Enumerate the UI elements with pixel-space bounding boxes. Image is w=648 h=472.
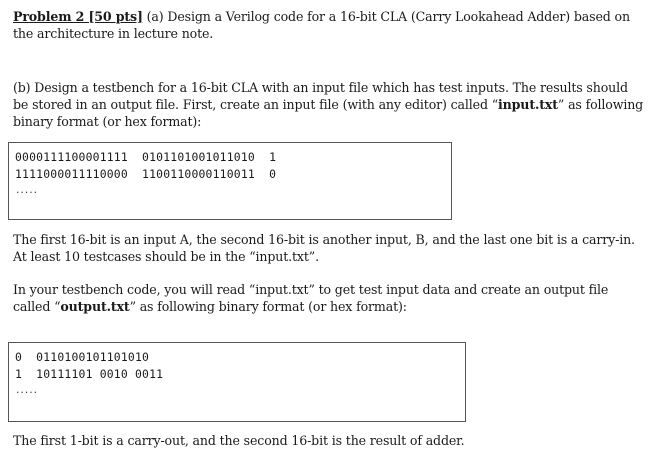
part-b-line-2 — [13, 96, 643, 113]
input-description-line-1: The first 16-bit is an input A, the second 16-bit is another input, B, and the last one bit is a carry-in. — [13, 232, 635, 247]
problem-heading: Problem 2 [50 pts] — [13, 9, 143, 24]
output-line-2: 1 10111101 0010 0011 — [15, 367, 164, 381]
testbench-description-line-1: In your testbench code, you will read “input.txt” to get test input data and create an output file — [13, 282, 609, 297]
part-b-paragraph — [13, 79, 643, 130]
input-filename: input.txt — [498, 97, 558, 112]
part-a-text-line-2: the architecture in lecture note. — [13, 26, 214, 41]
testbench-description-line-2 — [13, 298, 608, 315]
output-description — [13, 432, 465, 449]
testbench-line-2-start: called “ — [13, 299, 61, 314]
output-file-example — [8, 342, 466, 422]
input-line-2: 1111000011110000 1100110000110011 0 — [15, 167, 277, 181]
part-a-text: (a) Design a Verilog code for a 16-bit CLA (Carry Lookahead Adder) based on — [142, 9, 630, 24]
output-ellipsis: ..... — [15, 386, 38, 396]
problem-intro — [13, 8, 630, 42]
input-file-example — [8, 142, 452, 220]
output-description-line-1: The first 1-bit is a carry-out, and the second 16-bit is the result of adder. — [13, 433, 465, 448]
testbench-line-2-end: ” as following binary format (or hex format): — [129, 299, 407, 314]
part-b-line-1: (b) Design a testbench for a 16-bit CLA with an input file which has test inputs. The results should — [13, 80, 628, 95]
part-b-line-2-end: ” as following — [557, 97, 644, 112]
output-line-1: 0 0110100101101010 — [15, 350, 150, 364]
part-b-line-3: binary format (or hex format): — [13, 114, 202, 129]
problem-intro-line-1 — [13, 8, 630, 25]
testbench-description — [13, 281, 608, 315]
output-filename: output.txt — [60, 299, 130, 314]
input-line-1: 0000111100001111 0101101001011010 1 — [15, 150, 277, 164]
input-description-line-2: At least 10 testcases should be in the “input.txt”. — [13, 249, 319, 264]
part-b-line-2-start: be stored in an output file. First, create an input file (with any editor) called “ — [13, 97, 499, 112]
input-ellipsis: ..... — [15, 186, 38, 196]
input-description — [13, 231, 635, 265]
